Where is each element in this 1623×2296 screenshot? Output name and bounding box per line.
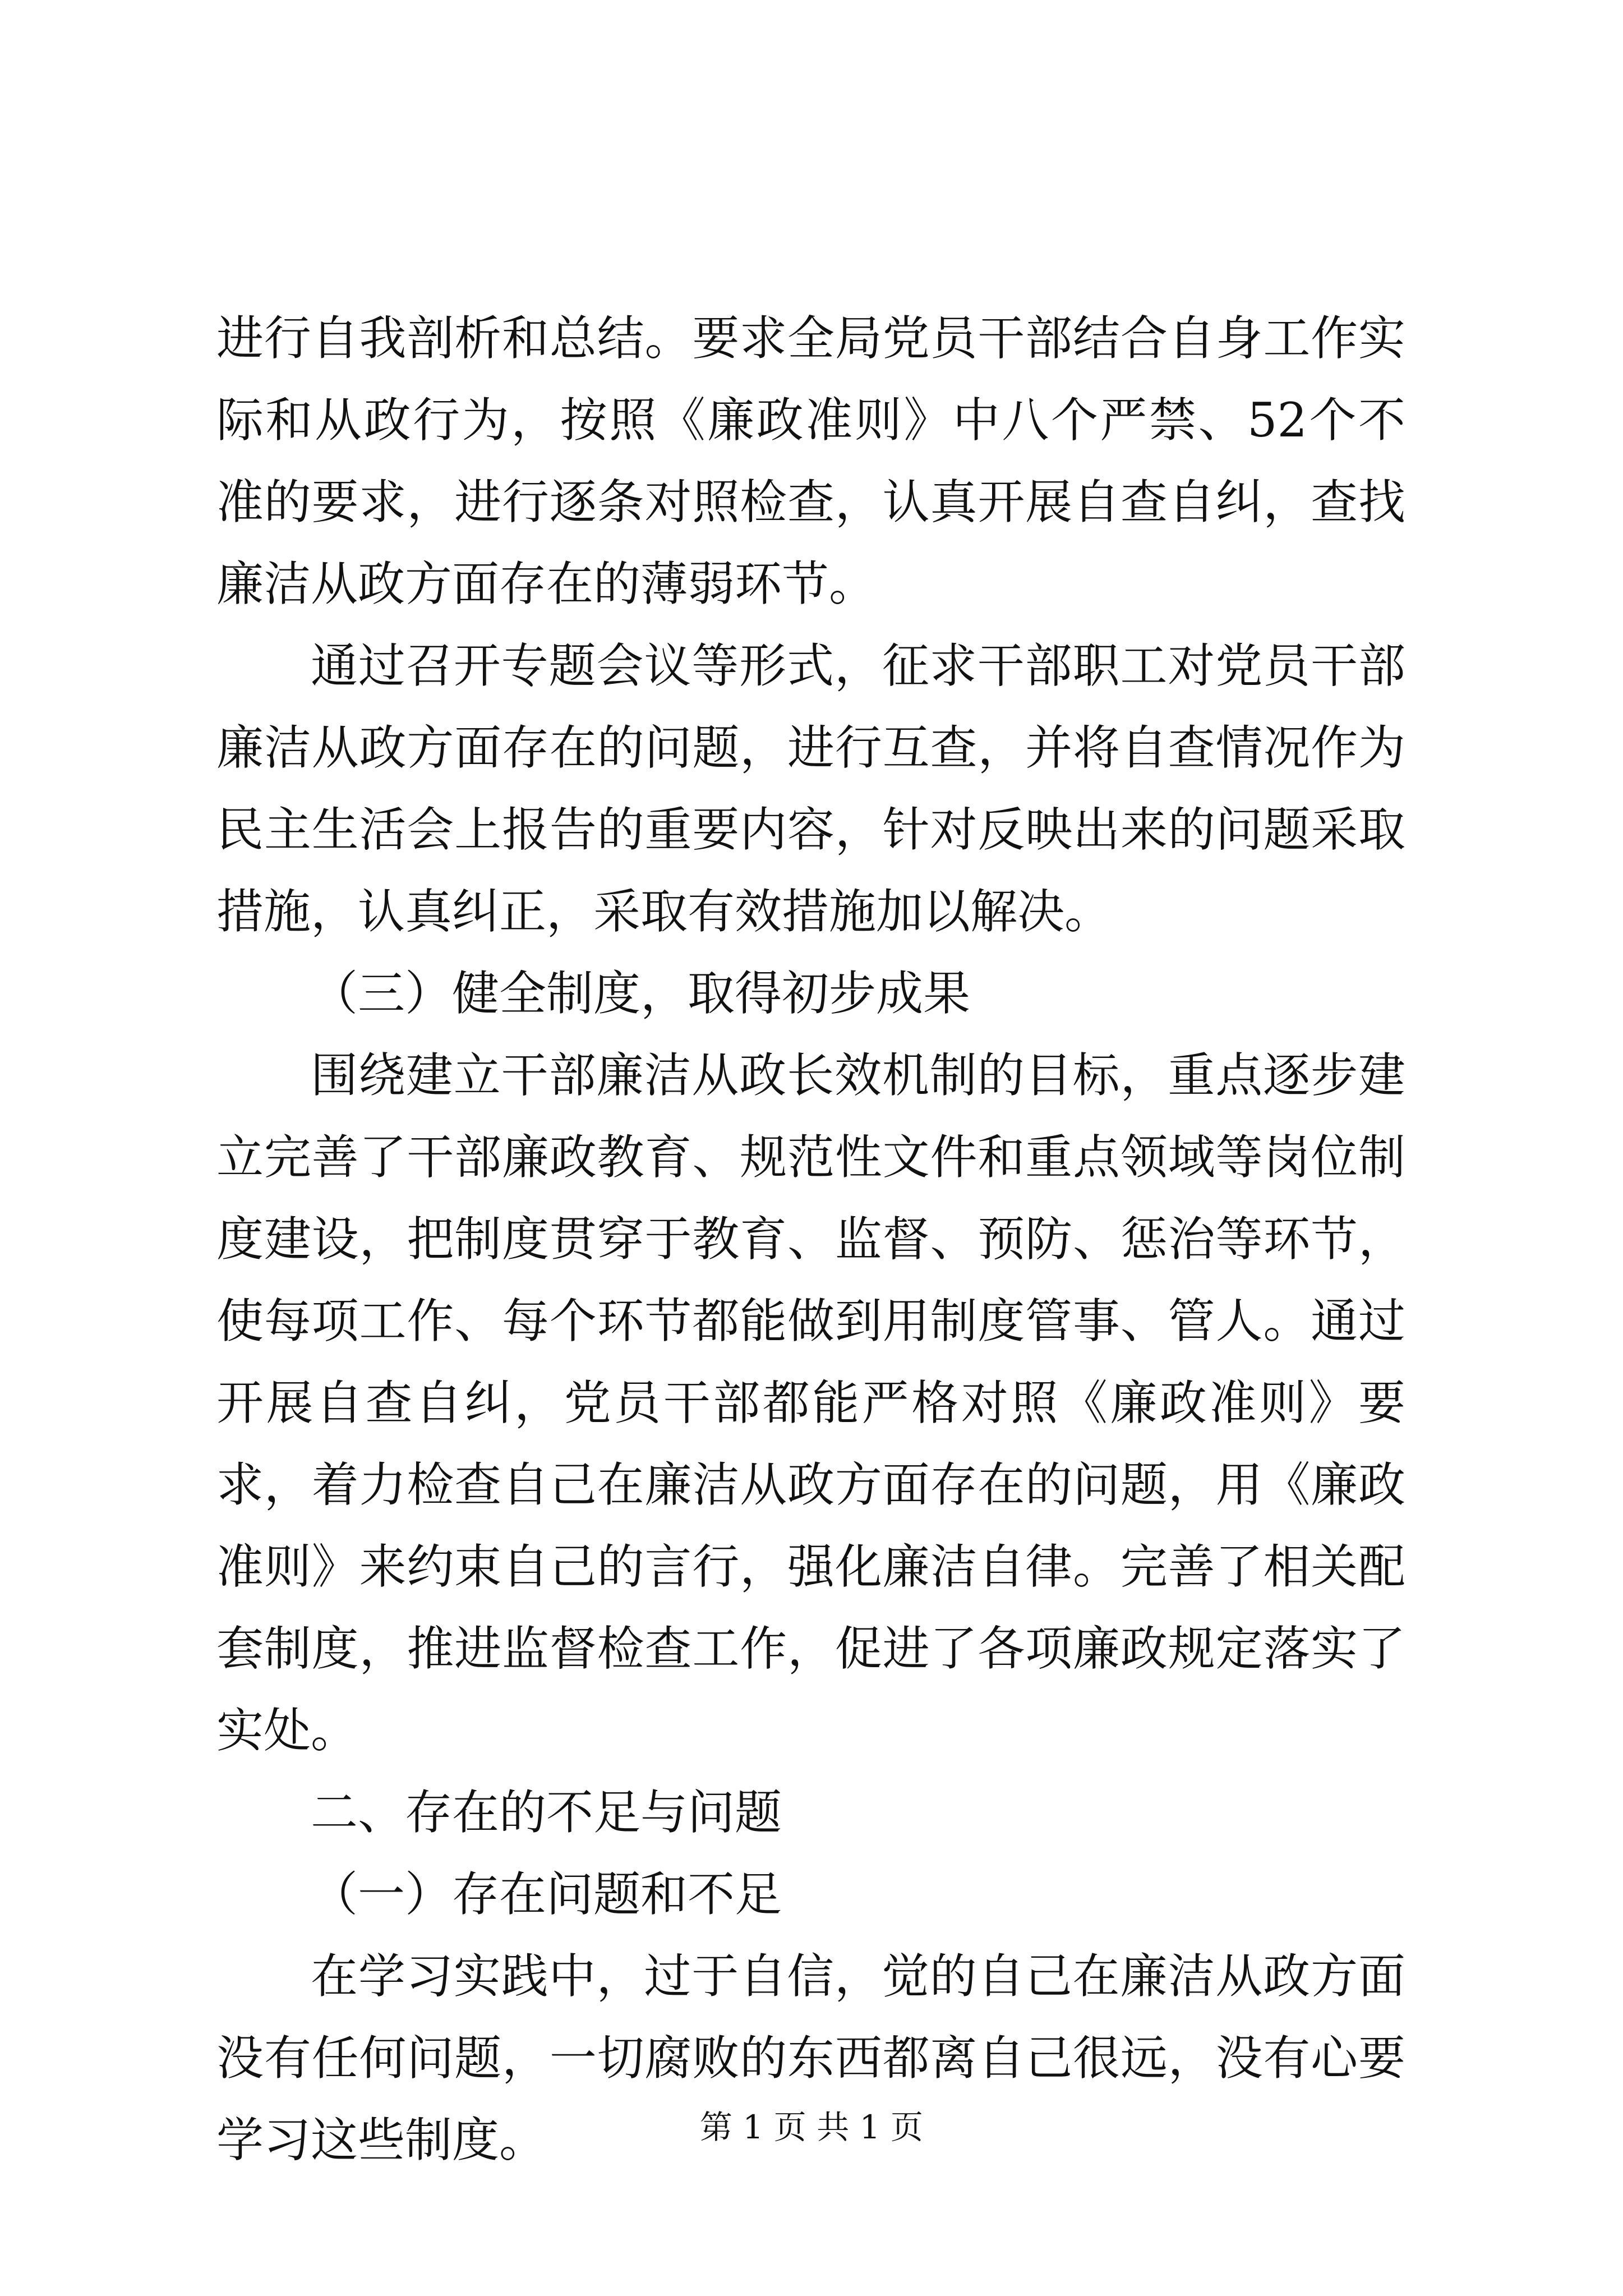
paragraph-1: 进行自我剖析和总结。要求全局党员干部结合自身工作实际和从政行为，按照《廉政准则》中八个严禁、52个不准的要求，进行逐条对照检查，认真开展自查自纠，查找廉洁从政方面存在的薄弱环节。 xyxy=(216,311,1405,611)
paragraph-4: 围绕建立干部廉洁从政长效机制的目标，重点逐步建立完善了干部廉政教育、规范性文件和重点领域等岗位制度建设，把制度贯穿于教育、监督、预防、惩治等环节，使每项工作、每个环节都能做到用制度管事、管人。通过开展自查自纠，党员干部都能严格对照《廉政准则》要求，着力检查自己在廉洁从政方面存在的问题，用《廉政准则》来约束自己的言行，强化廉洁自律。完善了相关配套制度，推进监督检查工作，促进了各项廉政规定落实了实处。 xyxy=(216,1048,1405,1758)
paragraph-5: 在学习实践中，过于自信，觉的自己在廉洁从政方面没有任何问题，一切腐败的东西都离自己很远，没有心要学习这些制度。 xyxy=(216,1949,1405,2168)
section-heading-2: 二、存在的不足与问题 xyxy=(311,1785,782,1840)
subsection-heading-1: （一）存在问题和不足 xyxy=(311,1867,782,1922)
document-body xyxy=(216,297,1405,2181)
page-footer: 第 1 页 共 1 页 xyxy=(700,2108,923,2146)
paragraph-2: 通过召开专题会议等形式，征求干部职工对党员干部廉洁从政方面存在的问题，进行互查，并将自查情况作为民主生活会上报告的重要内容，针对反映出来的问题采取措施，认真纠正，采取有效措施加以解决。 xyxy=(216,638,1405,939)
section-heading-3: （三）健全制度，取得初步成果 xyxy=(311,966,971,1021)
